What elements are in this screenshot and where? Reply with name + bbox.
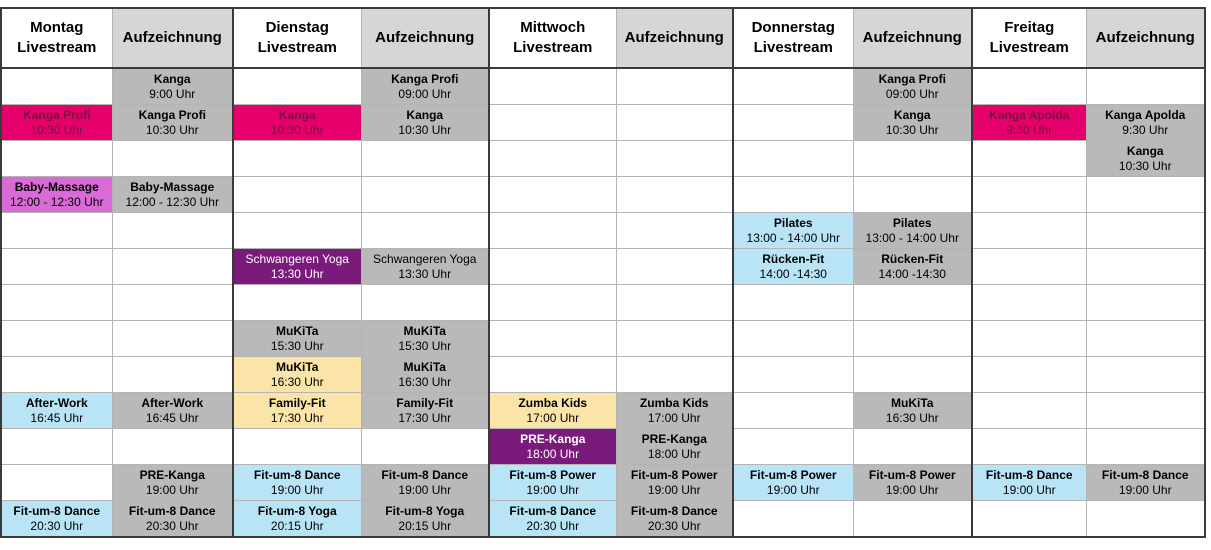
class-name: After-Work: [25, 395, 88, 410]
class-name: Schwangeren Yoga: [373, 251, 477, 266]
class-time: 19:00 Uhr: [885, 482, 939, 497]
class-time: 16:30 Uhr: [885, 410, 939, 425]
table-row: [1, 465, 1205, 501]
class-cell[interactable]: [853, 213, 972, 249]
empty-cell[interactable]: [972, 141, 1086, 177]
class-cell[interactable]: [361, 249, 489, 285]
header-sublabel: Livestream: [989, 39, 1069, 56]
table-row: [1, 501, 1205, 538]
table-row: [1, 357, 1205, 393]
header-label: Dienstag: [265, 19, 329, 36]
empty-cell[interactable]: [233, 429, 361, 465]
header-livestream-mittwoch[interactable]: [489, 8, 616, 68]
class-cell[interactable]: [1086, 465, 1205, 501]
class-name: Kanga Profi: [391, 71, 459, 86]
empty-cell[interactable]: [972, 501, 1086, 538]
header-label: Donnerstag: [751, 19, 835, 36]
empty-cell[interactable]: [112, 285, 233, 321]
class-time: 20:30 Uhr: [145, 518, 199, 533]
table-row: [1, 213, 1205, 249]
empty-cell[interactable]: [733, 393, 853, 429]
class-time: 19:00 Uhr: [1002, 482, 1056, 497]
class-time: 9:30 Uhr: [1122, 122, 1169, 137]
class-time: 13:30 Uhr: [398, 266, 452, 281]
class-name: Zumba Kids: [639, 395, 709, 410]
table-row: [1, 105, 1205, 141]
header-sublabel: Livestream: [17, 39, 97, 56]
header-recording[interactable]: [616, 8, 733, 68]
class-name: Fit-um-8 Power: [509, 467, 597, 482]
class-time: 18:00 Uhr: [526, 446, 580, 461]
empty-cell[interactable]: [233, 141, 361, 177]
class-name: MuKiTa: [403, 323, 446, 338]
empty-cell[interactable]: [853, 141, 972, 177]
class-time: 20:30 Uhr: [526, 518, 580, 533]
empty-cell[interactable]: [972, 68, 1086, 105]
table-row: [1, 393, 1205, 429]
empty-cell[interactable]: [853, 177, 972, 213]
class-cell[interactable]: [1086, 141, 1205, 177]
class-time: 10:30 Uhr: [270, 122, 324, 137]
empty-cell[interactable]: [853, 501, 972, 538]
class-name: Fit-um-8 Dance: [630, 503, 718, 518]
class-name: Baby-Massage: [14, 179, 99, 194]
empty-cell[interactable]: [1086, 357, 1205, 393]
empty-cell[interactable]: [972, 393, 1086, 429]
class-time: 19:00 Uhr: [766, 482, 820, 497]
empty-cell[interactable]: [1086, 68, 1205, 105]
class-cell[interactable]: [1, 501, 112, 538]
class-cell[interactable]: [853, 465, 972, 501]
class-time: 9:00 Uhr: [149, 86, 196, 101]
header-label: Montag: [30, 19, 84, 36]
empty-cell[interactable]: [1, 429, 112, 465]
class-time: 12:00 - 12:30 Uhr: [125, 194, 219, 209]
empty-cell[interactable]: [616, 357, 733, 393]
header-row: [1, 8, 1205, 68]
class-cell[interactable]: [1, 105, 112, 141]
header-livestream-donnerstag[interactable]: [733, 8, 853, 68]
empty-cell[interactable]: [1086, 213, 1205, 249]
empty-cell[interactable]: [1086, 429, 1205, 465]
empty-cell[interactable]: [1086, 321, 1205, 357]
class-time: 14:00 -14:30: [759, 266, 827, 281]
class-cell[interactable]: [112, 501, 233, 538]
empty-cell[interactable]: [616, 177, 733, 213]
empty-cell[interactable]: [112, 429, 233, 465]
class-cell[interactable]: [1, 393, 112, 429]
class-cell[interactable]: [361, 68, 489, 105]
empty-cell[interactable]: [489, 177, 616, 213]
header-livestream-freitag[interactable]: [972, 8, 1086, 68]
class-name: Rücken-Fit: [762, 251, 825, 266]
empty-cell[interactable]: [616, 285, 733, 321]
empty-cell[interactable]: [733, 141, 853, 177]
table-row: [1, 429, 1205, 465]
class-time: 13:00 - 14:00 Uhr: [865, 230, 959, 245]
empty-cell[interactable]: [233, 213, 361, 249]
class-cell[interactable]: [733, 249, 853, 285]
class-time: 10:30 Uhr: [30, 122, 84, 137]
empty-cell[interactable]: [972, 321, 1086, 357]
class-cell[interactable]: [361, 321, 489, 357]
header-livestream-montag[interactable]: [1, 8, 112, 68]
class-cell[interactable]: [1086, 105, 1205, 141]
class-time: 17:00 Uhr: [526, 410, 580, 425]
table-row: [1, 285, 1205, 321]
class-name: Pilates: [773, 215, 813, 230]
class-time: 16:45 Uhr: [30, 410, 84, 425]
class-time: 9:30 Uhr: [1006, 122, 1053, 137]
class-name: Family-Fit: [396, 395, 454, 410]
class-cell[interactable]: [616, 393, 733, 429]
class-cell[interactable]: [972, 465, 1086, 501]
empty-cell[interactable]: [489, 321, 616, 357]
empty-cell[interactable]: [1, 357, 112, 393]
class-name: MuKiTa: [403, 359, 446, 374]
class-cell[interactable]: [489, 393, 616, 429]
empty-cell[interactable]: [112, 321, 233, 357]
class-time: 17:30 Uhr: [398, 410, 452, 425]
class-name: Fit-um-8 Power: [868, 467, 956, 482]
header-sublabel: Livestream: [257, 39, 337, 56]
class-name: After-Work: [141, 395, 204, 410]
class-name: Kanga Apolda: [1105, 107, 1186, 122]
empty-cell[interactable]: [1086, 177, 1205, 213]
empty-cell[interactable]: [489, 68, 616, 105]
class-time: 19:00 Uhr: [145, 482, 199, 497]
table-row: [1, 141, 1205, 177]
class-cell[interactable]: [616, 501, 733, 538]
class-cell[interactable]: [112, 465, 233, 501]
header-sublabel: Livestream: [753, 39, 833, 56]
empty-cell[interactable]: [733, 429, 853, 465]
class-time: 20:15 Uhr: [398, 518, 452, 533]
class-time: 20:15 Uhr: [270, 518, 324, 533]
empty-cell[interactable]: [1086, 501, 1205, 538]
empty-cell[interactable]: [361, 285, 489, 321]
class-cell[interactable]: [853, 249, 972, 285]
empty-cell[interactable]: [489, 105, 616, 141]
empty-cell[interactable]: [361, 213, 489, 249]
class-cell[interactable]: [853, 393, 972, 429]
class-cell[interactable]: [361, 393, 489, 429]
class-cell[interactable]: [233, 501, 361, 538]
class-name: Fit-um-8 Dance: [253, 467, 341, 482]
class-name: Kanga: [406, 107, 444, 122]
table-row: [1, 177, 1205, 213]
class-name: Kanga: [893, 107, 931, 122]
empty-cell[interactable]: [733, 321, 853, 357]
empty-cell[interactable]: [972, 213, 1086, 249]
empty-cell[interactable]: [233, 68, 361, 105]
class-name: PRE-Kanga: [641, 431, 707, 446]
empty-cell[interactable]: [489, 357, 616, 393]
class-name: MuKiTa: [276, 323, 319, 338]
empty-cell[interactable]: [616, 141, 733, 177]
empty-cell[interactable]: [1, 249, 112, 285]
class-name: PRE-Kanga: [520, 431, 586, 446]
class-name: Kanga: [278, 107, 316, 122]
class-name: Pilates: [892, 215, 932, 230]
class-cell[interactable]: [616, 429, 733, 465]
header-label: Aufzeichnung: [624, 29, 724, 46]
empty-cell[interactable]: [489, 141, 616, 177]
class-time: 20:30 Uhr: [647, 518, 701, 533]
class-cell[interactable]: [233, 321, 361, 357]
empty-cell[interactable]: [1, 321, 112, 357]
class-cell[interactable]: [233, 249, 361, 285]
class-name: Fit-um-8 Dance: [1101, 467, 1189, 482]
class-cell[interactable]: [853, 68, 972, 105]
empty-cell[interactable]: [1086, 249, 1205, 285]
empty-cell[interactable]: [616, 105, 733, 141]
class-time: 09:00 Uhr: [398, 86, 452, 101]
header-recording[interactable]: [1086, 8, 1205, 68]
class-cell[interactable]: [361, 465, 489, 501]
class-time: 10:30 Uhr: [398, 122, 452, 137]
empty-cell[interactable]: [853, 285, 972, 321]
class-name: MuKiTa: [276, 359, 319, 374]
class-name: Family-Fit: [268, 395, 326, 410]
empty-cell[interactable]: [616, 68, 733, 105]
class-name: Kanga Profi: [878, 71, 946, 86]
class-cell[interactable]: [489, 501, 616, 538]
class-name: PRE-Kanga: [139, 467, 205, 482]
header-recording[interactable]: [853, 8, 972, 68]
empty-cell[interactable]: [616, 249, 733, 285]
empty-cell[interactable]: [1, 68, 112, 105]
header-label: Mittwoch: [520, 19, 586, 36]
class-cell[interactable]: [1, 177, 112, 213]
empty-cell[interactable]: [616, 321, 733, 357]
class-time: 16:30 Uhr: [270, 374, 324, 389]
class-cell[interactable]: [233, 357, 361, 393]
class-name: Kanga Profi: [23, 107, 91, 122]
empty-cell[interactable]: [1086, 393, 1205, 429]
empty-cell[interactable]: [1, 285, 112, 321]
class-time: 15:30 Uhr: [398, 338, 452, 353]
class-time: 17:30 Uhr: [270, 410, 324, 425]
class-time: 13:30 Uhr: [270, 266, 324, 281]
empty-cell[interactable]: [733, 105, 853, 141]
class-name: Fit-um-8 Yoga: [385, 503, 465, 518]
table-row: [1, 321, 1205, 357]
class-name: Kanga: [153, 71, 191, 86]
class-cell[interactable]: [616, 465, 733, 501]
class-name: Kanga Profi: [138, 107, 206, 122]
empty-cell[interactable]: [972, 249, 1086, 285]
class-name: Fit-um-8 Dance: [509, 503, 597, 518]
empty-cell[interactable]: [489, 213, 616, 249]
empty-cell[interactable]: [1086, 285, 1205, 321]
class-time: 10:30 Uhr: [145, 122, 199, 137]
table-row: [1, 68, 1205, 105]
class-time: 19:00 Uhr: [526, 482, 580, 497]
header-label: Aufzeichnung: [1095, 29, 1195, 46]
class-name: Fit-um-8 Yoga: [257, 503, 337, 518]
empty-cell[interactable]: [112, 357, 233, 393]
class-cell[interactable]: [489, 429, 616, 465]
empty-cell[interactable]: [1, 465, 112, 501]
empty-cell[interactable]: [1, 141, 112, 177]
class-time: 16:45 Uhr: [145, 410, 199, 425]
empty-cell[interactable]: [972, 177, 1086, 213]
empty-cell[interactable]: [489, 285, 616, 321]
empty-cell[interactable]: [733, 285, 853, 321]
schedule-body: [1, 68, 1205, 537]
empty-cell[interactable]: [853, 321, 972, 357]
empty-cell[interactable]: [112, 249, 233, 285]
class-name: Fit-um-8 Dance: [13, 503, 101, 518]
class-time: 09:00 Uhr: [885, 86, 939, 101]
class-name: MuKiTa: [891, 395, 934, 410]
empty-cell[interactable]: [972, 357, 1086, 393]
class-cell[interactable]: [233, 393, 361, 429]
class-name: Schwangeren Yoga: [245, 251, 349, 266]
header-label: Aufzeichnung: [122, 29, 222, 46]
class-cell[interactable]: [489, 465, 616, 501]
empty-cell[interactable]: [733, 501, 853, 538]
empty-cell[interactable]: [233, 285, 361, 321]
class-name: Fit-um-8 Power: [749, 467, 837, 482]
class-name: Baby-Massage: [130, 179, 215, 194]
class-name: Fit-um-8 Dance: [985, 467, 1073, 482]
header-recording[interactable]: [361, 8, 489, 68]
empty-cell[interactable]: [112, 141, 233, 177]
empty-cell[interactable]: [733, 177, 853, 213]
class-cell[interactable]: [112, 393, 233, 429]
class-time: 15:30 Uhr: [270, 338, 324, 353]
class-cell[interactable]: [733, 213, 853, 249]
empty-cell[interactable]: [972, 429, 1086, 465]
class-cell[interactable]: [853, 105, 972, 141]
class-time: 19:00 Uhr: [647, 482, 701, 497]
class-time: 12:00 - 12:30 Uhr: [10, 194, 104, 209]
class-cell[interactable]: [361, 357, 489, 393]
class-name: Fit-um-8 Dance: [381, 467, 469, 482]
class-time: 20:30 Uhr: [30, 518, 84, 533]
class-time: 10:30 Uhr: [1118, 158, 1172, 173]
class-name: Fit-um-8 Power: [630, 467, 718, 482]
class-time: 18:00 Uhr: [647, 446, 701, 461]
class-cell[interactable]: [972, 105, 1086, 141]
header-label: Freitag: [1004, 19, 1055, 36]
empty-cell[interactable]: [361, 429, 489, 465]
class-time: 13:00 - 14:00 Uhr: [746, 230, 840, 245]
empty-cell[interactable]: [233, 177, 361, 213]
class-cell[interactable]: [361, 501, 489, 538]
class-time: 17:00 Uhr: [647, 410, 701, 425]
class-time: 19:00 Uhr: [270, 482, 324, 497]
header-recording[interactable]: [112, 8, 233, 68]
class-time: 19:00 Uhr: [398, 482, 452, 497]
class-name: Rücken-Fit: [881, 251, 944, 266]
class-time: 16:30 Uhr: [398, 374, 452, 389]
class-cell[interactable]: [361, 105, 489, 141]
empty-cell[interactable]: [733, 68, 853, 105]
class-cell[interactable]: [733, 465, 853, 501]
class-name: Fit-um-8 Dance: [128, 503, 216, 518]
empty-cell[interactable]: [853, 357, 972, 393]
class-cell[interactable]: [233, 465, 361, 501]
empty-cell[interactable]: [853, 429, 972, 465]
header-livestream-dienstag[interactable]: [233, 8, 361, 68]
class-cell[interactable]: [112, 105, 233, 141]
class-cell[interactable]: [112, 177, 233, 213]
class-time: 10:30 Uhr: [885, 122, 939, 137]
empty-cell[interactable]: [489, 249, 616, 285]
weekly-schedule-table: [0, 7, 1206, 538]
class-name: Kanga Apolda: [989, 107, 1070, 122]
class-time: 19:00 Uhr: [1118, 482, 1172, 497]
class-time: 14:00 -14:30: [878, 266, 946, 281]
empty-cell[interactable]: [361, 141, 489, 177]
empty-cell[interactable]: [112, 213, 233, 249]
header-sublabel: Livestream: [513, 39, 593, 56]
class-name: Kanga: [1126, 143, 1164, 158]
class-name: Zumba Kids: [518, 395, 588, 410]
empty-cell[interactable]: [616, 213, 733, 249]
header-label: Aufzeichnung: [862, 29, 962, 46]
class-cell[interactable]: [233, 105, 361, 141]
empty-cell[interactable]: [972, 285, 1086, 321]
header-label: Aufzeichnung: [375, 29, 475, 46]
empty-cell[interactable]: [1, 213, 112, 249]
empty-cell[interactable]: [733, 357, 853, 393]
empty-cell[interactable]: [361, 177, 489, 213]
table-row: [1, 249, 1205, 285]
class-cell[interactable]: [112, 68, 233, 105]
